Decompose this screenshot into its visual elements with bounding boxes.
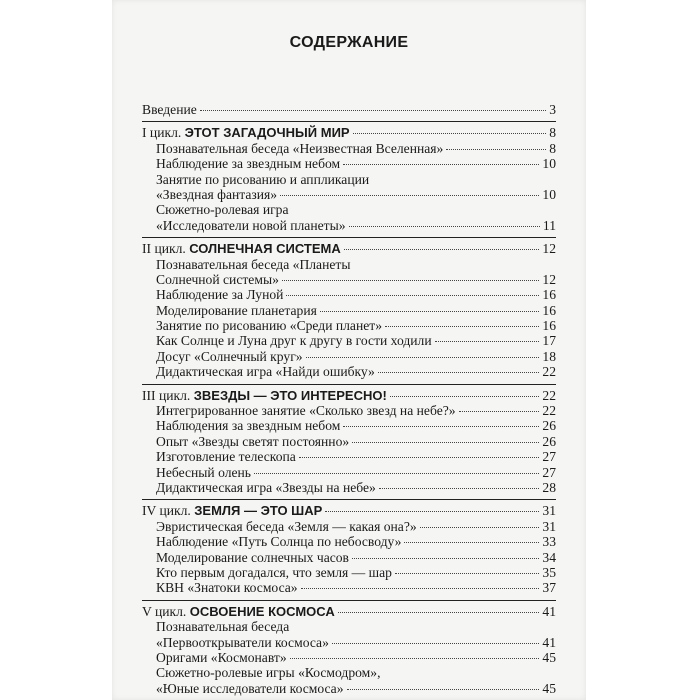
toc-entry-line (142, 534, 556, 549)
toc-entry-line (142, 650, 556, 665)
dot-leader (347, 689, 540, 690)
toc-entry-line (142, 218, 556, 233)
toc-entry-line (142, 202, 556, 217)
toc-entry-page: 16 (542, 302, 556, 318)
toc-entry-text: Занятие по рисованию и аппликации (156, 171, 370, 187)
section-divider (142, 384, 556, 385)
toc-cycle-heading (142, 388, 556, 403)
dot-leader (379, 488, 540, 489)
toc-entry-text: Познавательная беседа «Неизвестная Вселенная» (156, 140, 444, 156)
cycle-prefix: V цикл. (142, 603, 187, 619)
dot-leader (352, 558, 539, 559)
section-divider (142, 600, 556, 601)
toc-entry-line (142, 403, 556, 418)
toc-entry-line (142, 156, 556, 171)
toc-entry-text: Эвристическая беседа «Земля — какая она?» (156, 518, 417, 534)
toc-entry-text: Наблюдение за Луной (156, 287, 284, 303)
toc-entry-page: 22 (542, 364, 556, 380)
toc-entry-page: 37 (542, 580, 556, 596)
toc-entry-line (142, 172, 556, 187)
dot-leader (325, 511, 539, 512)
toc-entry-text: Моделирование планетария (156, 302, 317, 318)
toc-entry-text: Дидактическая игра «Звезды на небе» (156, 479, 376, 495)
dot-leader (353, 133, 547, 134)
toc-entry-page: 28 (542, 479, 556, 495)
toc-entry-text: «Первооткрыватели космоса» (156, 634, 329, 650)
toc-entry-line (142, 257, 556, 272)
toc-entry-line (142, 303, 556, 318)
dot-leader (378, 372, 540, 373)
dot-leader (343, 426, 539, 427)
toc-entry-line (142, 364, 556, 379)
toc-entry-text: Изготовление телескопа (156, 449, 296, 465)
dot-leader (254, 473, 539, 474)
dot-leader (290, 658, 540, 659)
dot-leader (286, 295, 539, 296)
toc-cycle-heading (142, 125, 556, 140)
toc-intro-page: 3 (549, 102, 556, 117)
toc-entry-line (142, 349, 556, 364)
toc-entry-page: 45 (542, 649, 556, 665)
dot-leader (385, 326, 539, 327)
toc-entry-page: 27 (542, 449, 556, 465)
toc-entry-line (142, 333, 556, 348)
cycle-name: ОСВОЕНИЕ КОСМОСА (189, 603, 335, 619)
cycle-page: 22 (542, 387, 556, 403)
toc-entry-text: Сюжетно-ролевая игра (156, 202, 289, 218)
toc-entry-page: 26 (542, 418, 556, 434)
toc-entry-text: Солнечной системы» (156, 271, 279, 287)
toc-entry-line (142, 619, 556, 634)
toc-cycle-heading (142, 241, 556, 256)
dot-leader (344, 249, 540, 250)
dot-leader (459, 411, 540, 412)
cycle-title (142, 241, 341, 256)
cycle-page: 41 (542, 603, 556, 619)
toc-entry-text: Познавательная беседа (156, 619, 290, 635)
toc-entry-text: Как Солнце и Луна друг к другу в гости ходили (156, 333, 432, 349)
toc-entry-page: 33 (542, 534, 556, 550)
dot-leader (343, 164, 539, 165)
toc-entry-text: Занятие по рисованию «Среди планет» (156, 318, 383, 334)
toc-entry-text: Дидактическая игра «Найди ошибку» (156, 364, 375, 380)
dot-leader (320, 311, 540, 312)
toc-entry-line (142, 449, 556, 464)
cycle-title (142, 604, 335, 619)
dot-leader (306, 357, 540, 358)
page-title: СОДЕРЖАНИЕ (289, 34, 409, 51)
toc-cycles (142, 121, 556, 696)
toc-entry-line (142, 635, 556, 650)
toc-entry-text: Сюжетно-ролевые игры «Космодром», (156, 665, 381, 681)
toc-entry-text: Кто первым догадался, что земля — шар (156, 564, 392, 580)
dot-leader (404, 542, 539, 543)
cycle-prefix: I цикл. (142, 125, 182, 141)
cycle-name: ЗВЕЗДЫ — ЭТО ИНТЕРЕСНО! (193, 387, 387, 403)
toc-entry-line (142, 434, 556, 449)
toc-entry-line (142, 665, 556, 680)
cycle-page: 12 (542, 241, 556, 257)
dot-leader (280, 195, 539, 196)
toc-entry-page: 41 (542, 634, 556, 650)
cycle-name: СОЛНЕЧНАЯ СИСТЕМА (189, 241, 341, 257)
toc-entry-text: Наблюдение за звездным небом (156, 156, 341, 172)
toc-entry-text: Интегрированное занятие «Сколько звезд на небе?» (156, 403, 456, 419)
dot-leader (390, 396, 540, 397)
dot-leader (395, 573, 539, 574)
toc-entry-page: 10 (542, 156, 556, 172)
toc-entry-text: Познавательная беседа «Планеты (156, 256, 351, 272)
toc-entry-page: 12 (542, 271, 556, 287)
toc-entry-text: Наблюдения за звездным небом (156, 418, 341, 434)
cycle-prefix: II цикл. (142, 241, 186, 257)
toc-cycle-heading (142, 604, 556, 619)
dot-leader (299, 457, 540, 458)
toc-entry-page: 17 (542, 333, 556, 349)
toc-entry-text: Оригами «Космонавт» (156, 649, 287, 665)
dot-leader (338, 612, 540, 613)
toc-entry-line (142, 187, 556, 202)
dot-leader (200, 110, 546, 111)
toc-intro (142, 102, 556, 117)
toc-entry-line (142, 580, 556, 595)
dot-leader (349, 226, 540, 227)
toc-entry-text: КВН «Знатоки космоса» (156, 580, 298, 596)
dot-leader (352, 442, 539, 443)
toc-entry-text: Опыт «Звезды светят постоянно» (156, 433, 350, 449)
dot-leader (420, 527, 540, 528)
dot-leader (301, 588, 540, 589)
toc-entry-text: Досуг «Солнечный круг» (156, 348, 303, 364)
toc-entry-text: «Исследователи новой планеты» (156, 217, 346, 233)
toc-entry-text: Наблюдение «Путь Солнца по небосводу» (156, 534, 402, 550)
toc-entry-page: 45 (542, 680, 556, 696)
cycle-page: 31 (542, 503, 556, 519)
cycle-title (142, 503, 322, 518)
toc-intro-text: Введение (142, 102, 197, 117)
toc-entry-line (142, 272, 556, 287)
toc-entry-line (142, 550, 556, 565)
toc-entry-line (142, 418, 556, 433)
toc-entry-line (142, 565, 556, 580)
toc-entry-line (142, 141, 556, 156)
dot-leader (332, 643, 540, 644)
toc-entry-text: «Звездная фантазия» (156, 186, 278, 202)
cycle-title (142, 388, 387, 403)
toc-entry-page: 16 (542, 318, 556, 334)
toc-entry-page: 18 (542, 348, 556, 364)
dot-leader (435, 341, 540, 342)
cycle-title (142, 125, 350, 140)
toc-entry-text: Небесный олень (156, 464, 251, 480)
toc-cycle-heading (142, 503, 556, 518)
toc-entry-page: 35 (542, 564, 556, 580)
toc-entry-page: 27 (542, 464, 556, 480)
cycle-prefix: IV цикл. (142, 503, 191, 519)
section-divider (142, 121, 556, 122)
toc-entry-page: 34 (542, 549, 556, 565)
toc-entry-page: 16 (542, 287, 556, 303)
dot-leader (446, 149, 546, 150)
cycle-prefix: III цикл. (142, 387, 191, 403)
toc-entry-text: Моделирование солнечных часов (156, 549, 349, 565)
dot-leader (282, 280, 540, 281)
toc-entry-page: 10 (542, 186, 556, 202)
section-divider (142, 237, 556, 238)
toc-entry-text: «Юные исследователи космоса» (156, 680, 344, 696)
toc-entry-line (142, 318, 556, 333)
book-page (112, 0, 586, 700)
toc-entry-page: 26 (542, 433, 556, 449)
toc-entry-line (142, 681, 556, 696)
cycle-name: ЭТОТ ЗАГАДОЧНЫЙ МИР (184, 125, 350, 141)
toc-entry-page: 31 (542, 518, 556, 534)
toc-entry-page: 11 (542, 217, 556, 233)
toc-entry-line (142, 519, 556, 534)
toc-entry-page: 22 (542, 403, 556, 419)
toc-entry-line (142, 465, 556, 480)
toc-entry-line (142, 480, 556, 495)
table-of-contents (142, 102, 556, 696)
toc-entry-line (142, 287, 556, 302)
cycle-name: ЗЕМЛЯ — ЭТО ШАР (194, 503, 323, 519)
cycle-page: 8 (549, 125, 556, 141)
toc-entry-page: 8 (549, 140, 556, 156)
section-divider (142, 499, 556, 500)
